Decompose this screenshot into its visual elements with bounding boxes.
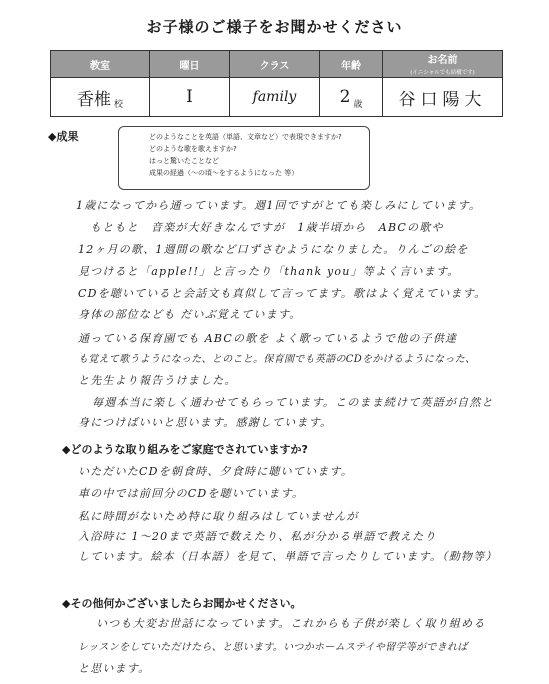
other-line: レッスンをしていただけたら、と思います。いつかホームステイや留学等ができれば bbox=[78, 642, 468, 653]
results-line: 毎週本当に楽しく通わせてもらっています。このまま続けて英語が自然と bbox=[92, 396, 494, 409]
home-line: いただいたCDを朝食時、夕食時に聴いています。 bbox=[78, 465, 353, 478]
day-value: Ⅰ bbox=[186, 87, 193, 107]
home-line: 入浴時に 1〜20まで英語で数えたり、私が分かる単語で教えたり bbox=[78, 530, 437, 543]
results-line: 通っている保育園でも ABCの歌を よく歌っているようで他の子供達 bbox=[78, 332, 458, 345]
results-line: 見つけると「apple!!」と言ったり「thank you」等よく言います。 bbox=[78, 265, 460, 278]
hint-item: はっと驚いたことなど bbox=[149, 157, 219, 165]
day-header: 曜日 bbox=[150, 51, 230, 78]
other-line: と思います。 bbox=[78, 662, 151, 675]
results-section-label: ◆成果 bbox=[48, 130, 79, 143]
age-value: 2 bbox=[339, 87, 351, 107]
other-section-label: ◆その他何かございましたらお聞かせください。 bbox=[62, 597, 302, 610]
results-line: と先生より報告うけました。 bbox=[78, 374, 237, 387]
school-header: 教室 bbox=[51, 51, 150, 78]
results-line: 身体の部位なども だいぶ覚えています。 bbox=[78, 308, 302, 321]
results-line: 12ヶ月の歌、1週間の歌など口ずさむようになりました。りんごの絵を bbox=[78, 243, 469, 256]
results-line: 身につけばいいと思います。感謝しています。 bbox=[78, 416, 333, 429]
name-cell bbox=[383, 78, 503, 117]
school-value: 香椎 bbox=[76, 89, 111, 110]
school-cell bbox=[51, 78, 150, 117]
school-suffix: 校 bbox=[113, 100, 123, 110]
hint-item: どのようなことを英語（単語、文章など）で表現できますか? bbox=[149, 133, 342, 141]
age-suffix: 歳 bbox=[353, 100, 363, 110]
home-line: 私に時間がないため特に取り組みはしていませんが bbox=[78, 510, 359, 523]
info-value-row bbox=[51, 78, 503, 117]
name-header-label: お名前 bbox=[427, 55, 458, 66]
results-hint-box bbox=[118, 126, 370, 190]
form-title: お子様のご様子をお聞かせください bbox=[146, 18, 403, 36]
other-line: いつも大変お世話になっています。これからも子供が楽しく取り組める bbox=[96, 617, 486, 630]
results-line: もともと 音楽が大好きなんですが 1歳半頃から ABCの歌や bbox=[90, 221, 444, 234]
results-line: も覚えて歌うようになった、とのこと。保育園でも英語のCDをかけるようになった、 bbox=[78, 354, 476, 365]
age-header: 年齢 bbox=[320, 51, 383, 78]
day-cell bbox=[150, 78, 230, 117]
hint-item: どのような歌を歌えますか? bbox=[149, 145, 237, 153]
results-line: 1歳になってから通っています。週1回ですがとても楽しみにしています。 bbox=[76, 199, 482, 212]
name-header-note: (イニシャルでも結構です) bbox=[410, 70, 475, 76]
class-value: family bbox=[252, 89, 297, 105]
home-section-label: ◆どのような取り組みをご家庭でされていますか? bbox=[62, 443, 308, 456]
class-header: クラス bbox=[230, 51, 320, 78]
name-header bbox=[383, 51, 503, 78]
name-value: 谷口陽大 bbox=[398, 89, 487, 110]
info-header-row bbox=[51, 51, 503, 78]
age-cell bbox=[320, 78, 383, 117]
class-cell bbox=[230, 78, 320, 117]
results-line: CDを聴いていると会話文も真似して言ってます。歌はよく覚えています。 bbox=[78, 287, 487, 300]
home-line: 車の中では前回分のCDを聴いています。 bbox=[78, 487, 305, 500]
info-table bbox=[50, 50, 503, 117]
home-line: しています。絵本（日本語）を見て、単語で言ったりしています。（動物等） bbox=[78, 550, 498, 563]
hint-item: 成果の経過（〜の頃〜をするようになった 等） bbox=[149, 169, 299, 177]
